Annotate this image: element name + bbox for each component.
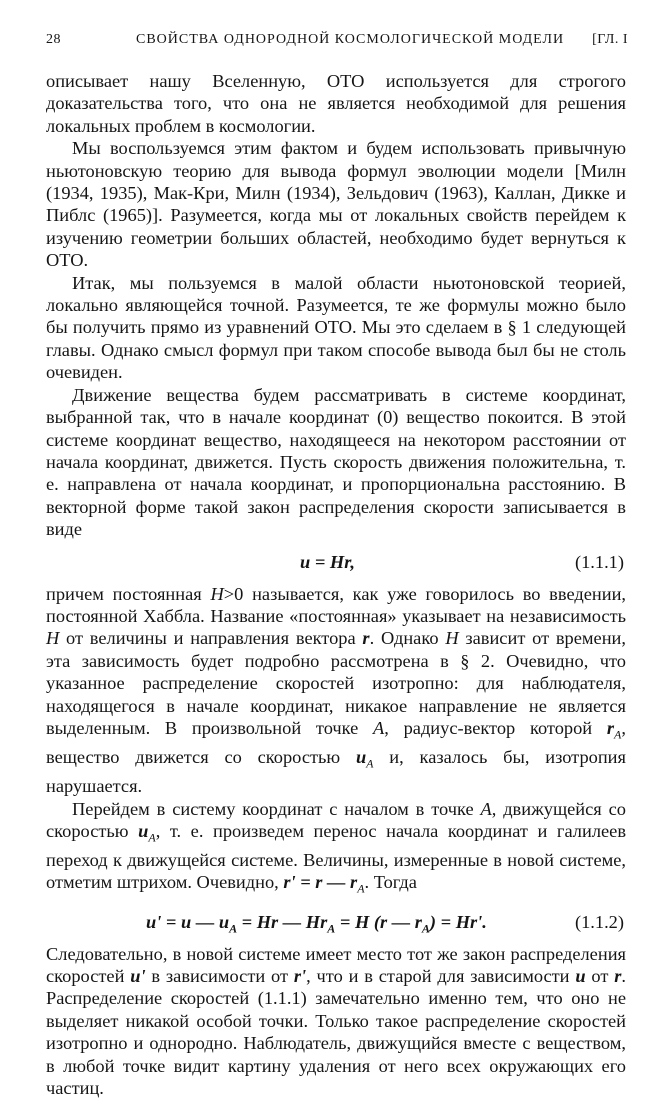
text-run: в зависимости от — [146, 966, 294, 986]
equation-formula: u = Hr, — [300, 551, 355, 573]
formula-part: = H (r — r — [335, 912, 422, 932]
text-run: зависит от времени, эта зависимость будет подробно рассмотрена в § 2. Очевидно, что указанное распределение скоростей изотропно: для наблюдателя, находящегося в начале координат, никакое направление не является выделенным. В произвольной точке — [46, 628, 626, 738]
math-subscript: A — [357, 882, 364, 896]
math-subscript: A — [327, 921, 335, 935]
math-subscript: A — [366, 757, 373, 771]
text-run: Следовательно, в новой системе имеет место тот же закон распределения скоростей — [46, 944, 626, 986]
equation-1-1-2 — [46, 906, 626, 938]
formula-part: ) = Hr'. — [430, 912, 487, 932]
math-symbol: r — [362, 628, 369, 648]
formula-part: = Hr — Hr — [237, 912, 327, 932]
math-symbol: u — [356, 747, 366, 767]
page-number: 28 — [46, 32, 61, 48]
chapter-label: [ГЛ. I — [592, 32, 628, 48]
text-run: >0 называется, как уже говорилось во введении, постоянной Хаббла. Название «постоянная» указывает на независимость — [46, 584, 626, 626]
paragraph-5 — [46, 583, 626, 798]
text-run: , радиус-вектор которой — [384, 718, 607, 738]
inline-formula: r' = r — r — [283, 872, 357, 892]
math-symbol: r — [607, 718, 614, 738]
text-run: Перейдем в систему координат с началом в точке — [72, 799, 481, 819]
math-symbol: H — [210, 584, 223, 604]
text-run: . Однако — [370, 628, 446, 648]
text-run: , т. е. произведем перенос начала координат и галилеев переход к движущейся системе. Величины, измеренные в новой системе, отметим штрихом. Очевидно, — [46, 821, 626, 892]
formula-part: u' = u — u — [146, 912, 229, 932]
math-symbol: r' — [294, 966, 306, 986]
paragraph-7 — [46, 943, 626, 1099]
math-symbol: A — [481, 799, 492, 819]
math-subscript: A — [614, 728, 621, 742]
text-run: . Распределение скоростей (1.1.1) замечательно именно тем, что оно не выделяет никакой особой точки. Только такое распределение скоростей изотропно и однородно. Наблюдатель, движущийся вместе с веществом, в любой точке видит картину удаления от него всех окружающих его частиц. — [46, 966, 626, 1098]
text-run: от величины и направления вектора — [59, 628, 362, 648]
math-subscript: A — [229, 921, 237, 935]
text-run: и, казалось бы, изотропия нарушается. — [46, 747, 626, 796]
text-run: , вещество движется со скоростью — [46, 718, 626, 767]
math-symbol: u — [575, 966, 585, 986]
text-run: от — [586, 966, 615, 986]
equation-number: (1.1.2) — [575, 911, 624, 933]
running-title: СВОЙСТВА ОДНОРОДНОЙ КОСМОЛОГИЧЕСКОЙ МОДЕЛИ — [136, 32, 564, 48]
math-symbol: u' — [130, 966, 145, 986]
text-run: , движущейся со скоростью — [46, 799, 626, 841]
equation-1-1-1 — [46, 546, 626, 578]
paragraph-4: Движение вещества будем рассматривать в системе координат, выбранной так, что в начале координат (0) вещество покоится. В этой системе координат вещество, находящееся на некотором расстоянии от начала координат, движется. Пусть скорость движения положительна, т. е. направлена от начала координат, и пропорциональна расстоянию. В векторной форме такой закон распределения скорости записывается в виде — [46, 384, 626, 541]
text-run: причем постоянная — [46, 584, 210, 604]
math-symbol: H — [445, 628, 458, 648]
paragraph-6 — [46, 798, 626, 901]
paragraph-1: описывает нашу Вселенную, ОТО используется для строгого доказательства того, что она не является необходимой для решения локальных проблем в космологии. — [46, 70, 626, 137]
math-subscript: A — [422, 921, 430, 935]
paragraph-3: Итак, мы пользуемся в малой области ньютоновской теорией, локально являющейся точной. Разумеется, те же формулы можно было бы получить прямо из уравнений ОТО. Мы это сделаем в § 1 следующей главы. Однако смысл формул при таком способе вывода был бы не столь очевиден. — [46, 272, 626, 384]
math-symbol: A — [373, 718, 384, 738]
equation-number: (1.1.1) — [575, 551, 624, 573]
paragraph-2: Мы воспользуемся этим фактом и будем использовать привычную ньютоновскую теорию для вывода формул эволюции модели [Милн (1934, 1935), Мак-Кри, Милн (1934), Зельдович (1963), Каллан, Дикке и Пиблс (1965)]. Разумеется, когда мы от локальных свойств перейдем к изучению геометрии больших областей, необходимо будет вернуться к ОТО. — [46, 137, 626, 271]
math-symbol: u — [138, 821, 148, 841]
math-subscript: A — [148, 831, 155, 845]
page-header — [46, 32, 628, 54]
math-symbol: H — [46, 628, 59, 648]
math-symbol: r — [614, 966, 621, 986]
equation-formula — [146, 911, 487, 940]
text-run: , что и в старой для зависимости — [306, 966, 575, 986]
page-body — [46, 70, 626, 1099]
text-run: . Тогда — [365, 872, 417, 892]
